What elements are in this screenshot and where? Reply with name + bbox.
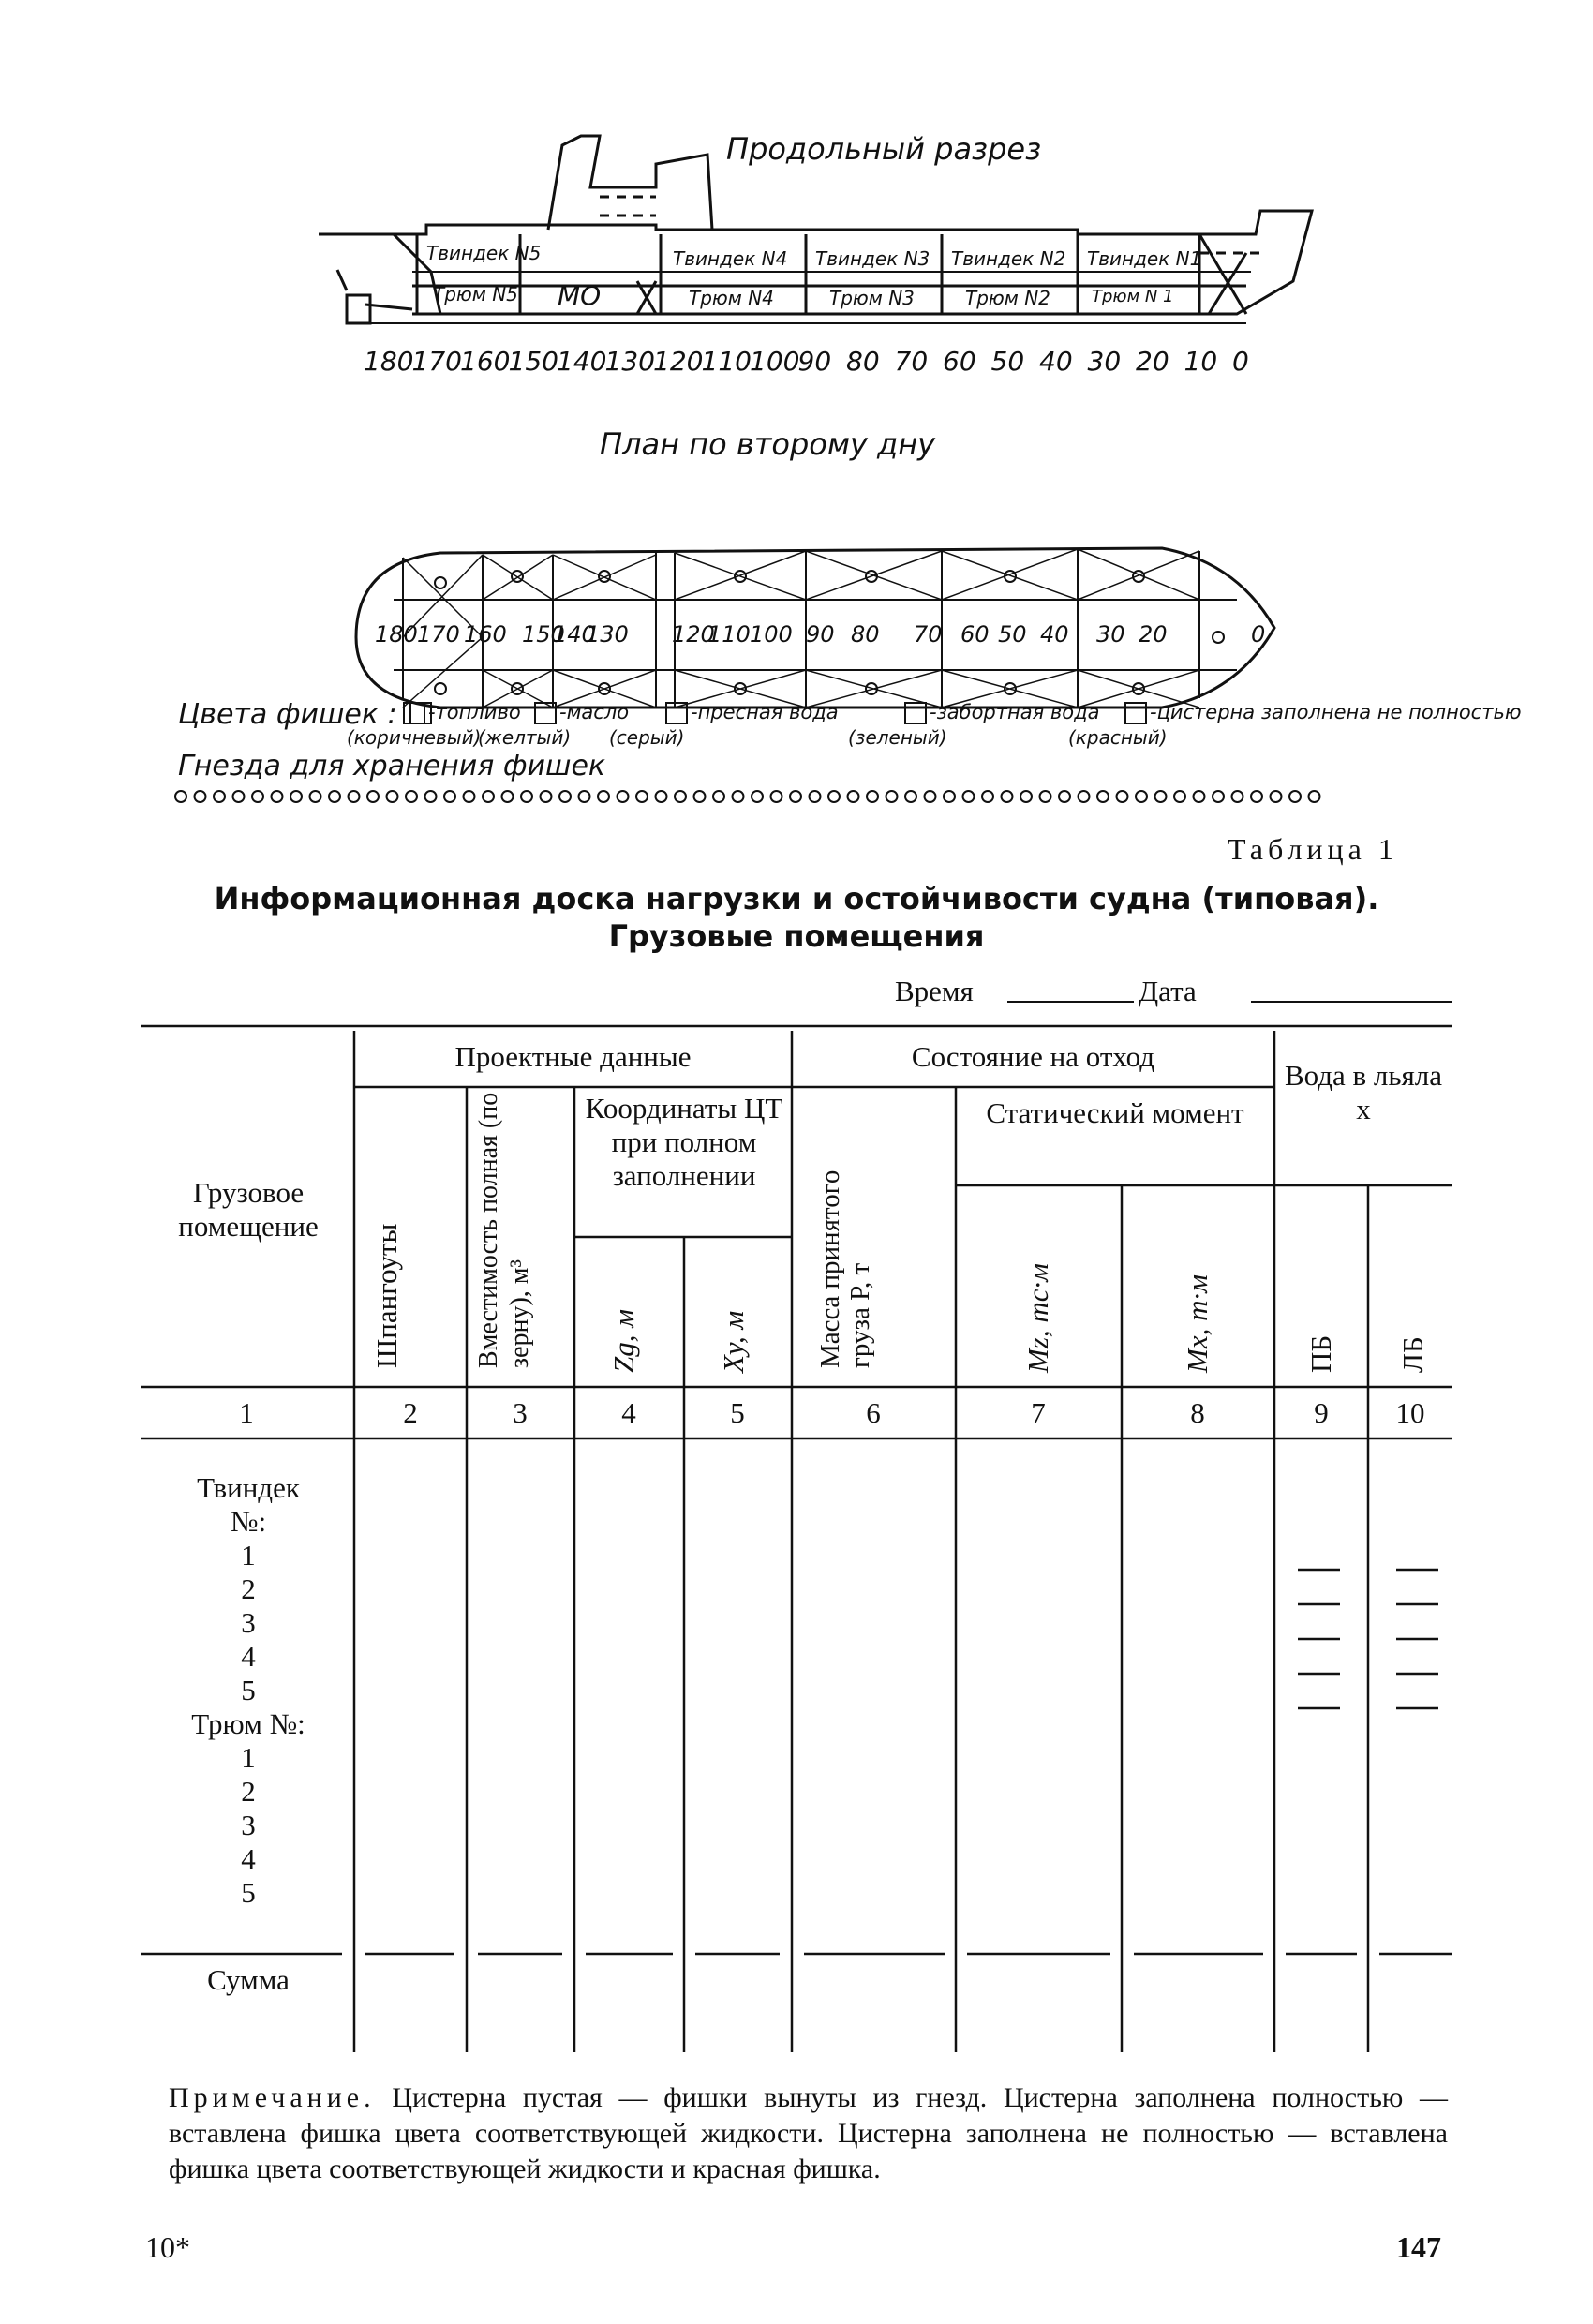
plan-number: 0 <box>1251 621 1266 648</box>
footer-left: 10* <box>145 2230 190 2264</box>
plan-number: 20 <box>1139 621 1168 648</box>
plan-number: 140 <box>553 621 596 648</box>
frame-number: 70 <box>894 346 929 377</box>
plan-number: 160 <box>464 621 507 648</box>
frame-number: 170 <box>411 346 462 377</box>
row-number: 3 <box>241 1606 256 1639</box>
column-number: 9 <box>1314 1396 1329 1429</box>
date-label: Дата <box>1139 975 1197 1007</box>
plan-number: 170 <box>417 621 460 648</box>
note <box>169 2080 1448 2187</box>
plan-number: 60 <box>960 621 990 648</box>
note-word: Примечание. <box>169 2082 376 2113</box>
frame-number: 0 <box>1232 346 1249 377</box>
table-title-2: Грузовые помещения <box>608 918 985 954</box>
header-xy: Xy, м <box>717 1310 750 1373</box>
header-bilge-water: Вода в льяла х <box>1284 1059 1443 1125</box>
plan-number: 100 <box>750 621 793 648</box>
frame-number: 100 <box>750 346 800 377</box>
label-hold4: Трюм N4 <box>689 287 774 309</box>
table-label: Таблица 1 <box>1228 832 1398 866</box>
legend-label: -пресная вода <box>691 701 839 723</box>
label-hold5: Трюм N5 <box>433 283 518 305</box>
frame-number: 140 <box>557 346 607 377</box>
row-number: 1 <box>241 1539 256 1572</box>
row-tweendeck: Твиндек <box>197 1471 300 1504</box>
row-no: №: <box>230 1505 267 1538</box>
label-tw1: Твиндек N1 <box>1087 247 1202 270</box>
time-label: Время <box>895 975 974 1007</box>
header-frames: Шпангоуты <box>370 1223 403 1368</box>
header-mz: Mz, тс·м <box>1021 1262 1054 1373</box>
header-mx: Mx, т·м <box>1181 1274 1213 1373</box>
row-number: 5 <box>241 1674 256 1706</box>
header-design-data: Проектные данные <box>454 1040 692 1073</box>
row-number: 4 <box>241 1640 256 1673</box>
label-mo: МО <box>558 280 602 311</box>
column-number: 7 <box>1031 1396 1046 1429</box>
label-tw2: Твиндек N2 <box>951 247 1066 270</box>
legend-color-name: (желтый) <box>478 726 572 749</box>
table-title-1: Информационная доска нагрузки и остойчивости судна (типовая). <box>214 881 1379 916</box>
frame-number: 150 <box>508 346 558 377</box>
sockets-label: Гнезда для хранения фишек <box>178 750 606 782</box>
plan-number: 80 <box>851 621 880 648</box>
row-number: 2 <box>241 1775 256 1808</box>
row-hold: Трюм №: <box>191 1707 305 1740</box>
frame-number: 40 <box>1039 346 1073 377</box>
legend-color-name: (красный) <box>1068 726 1168 749</box>
header-departure-state: Состояние на отход <box>911 1040 1155 1073</box>
header-mass: Массa принятого груза P, т <box>815 1169 875 1368</box>
section-title: Продольный разрез <box>726 131 1042 167</box>
frame-number: 20 <box>1136 346 1169 377</box>
row-number: 3 <box>241 1809 256 1841</box>
row-number: 2 <box>241 1572 256 1605</box>
legend-label: -топливо <box>428 701 521 723</box>
plan-title: План по второму дну <box>600 426 936 462</box>
label-tw3: Твиндек N3 <box>815 247 930 270</box>
column-number: 1 <box>239 1396 254 1429</box>
frame-number: 90 <box>797 346 832 377</box>
column-number: 5 <box>730 1396 745 1429</box>
header-pb: ПБ <box>1304 1334 1337 1373</box>
frame-number: 80 <box>846 346 880 377</box>
plan-number: 110 <box>707 621 751 648</box>
plan-number: 30 <box>1096 621 1125 648</box>
header-lb: ЛБ <box>1396 1336 1429 1373</box>
frame-number: 160 <box>460 346 511 377</box>
legend-color-name: (зеленый) <box>848 726 947 749</box>
plan-number: 40 <box>1040 621 1069 648</box>
frame-number: 60 <box>943 346 976 377</box>
plan-number: 70 <box>914 621 943 648</box>
frame-number: 110 <box>701 346 752 377</box>
plan-number: 150 <box>522 621 565 648</box>
row-number: 5 <box>241 1876 256 1909</box>
label-hold2: Трюм N2 <box>965 287 1050 309</box>
column-number: 2 <box>403 1396 418 1429</box>
header-capacity: Вместимость полная (по зерну), м³ <box>474 1092 534 1368</box>
frame-number: 50 <box>990 346 1025 377</box>
legend-color-name: (серый) <box>609 726 685 749</box>
plan-number: 180 <box>375 621 418 648</box>
plan-number: 130 <box>586 621 629 648</box>
legend-label: -цистерна заполнена не полностью <box>1150 701 1522 723</box>
legend-label: -масло <box>559 701 630 723</box>
label-hold3: Трюм N3 <box>829 287 915 309</box>
header-cargo-space: Грузовое помещение <box>178 1176 319 1243</box>
column-number: 8 <box>1190 1396 1205 1429</box>
label-hold1: Трюм N 1 <box>1092 287 1174 306</box>
plan-number: 90 <box>806 621 835 648</box>
column-number: 10 <box>1395 1396 1425 1429</box>
legend-color-name: (коричневый) <box>347 726 482 749</box>
row-number: 4 <box>241 1842 256 1875</box>
header-zg: Zg, м <box>607 1308 640 1373</box>
label-tw5: Твиндек N5 <box>426 242 542 264</box>
legend-heading: Цвета фишек : <box>178 698 397 731</box>
label-tw4: Твиндек N4 <box>673 247 788 270</box>
frame-number: 130 <box>604 346 655 377</box>
note-text: Цистерна пустая — фишки вынуты из гнезд. Цистерна заполнена полностью — вставлена фишка цвета соответствующей жидкости. Цистерна заполнена не полностью — вставлена фишка цвета соответствующей жидкости и красная фишка. <box>169 2082 1448 2184</box>
column-number: 3 <box>513 1396 528 1429</box>
frame-number: 30 <box>1087 346 1122 377</box>
frame-number: 10 <box>1184 346 1218 377</box>
row-sum: Сумма <box>207 1963 290 1996</box>
row-labels <box>141 1471 356 1910</box>
plan-number: 120 <box>672 621 715 648</box>
frame-number: 120 <box>653 346 704 377</box>
frame-number: 180 <box>364 346 414 377</box>
page-number: 147 <box>1396 2230 1441 2264</box>
legend-label: -забортная вода <box>930 701 1100 723</box>
row-number: 1 <box>241 1741 256 1774</box>
header-cg-coords: Координаты ЦТ при полном заполнении <box>585 1092 783 1192</box>
column-number: 6 <box>866 1396 881 1429</box>
header-static-moment: Статический момент <box>986 1096 1244 1129</box>
plan-number: 50 <box>998 621 1027 648</box>
column-number: 4 <box>621 1396 636 1429</box>
